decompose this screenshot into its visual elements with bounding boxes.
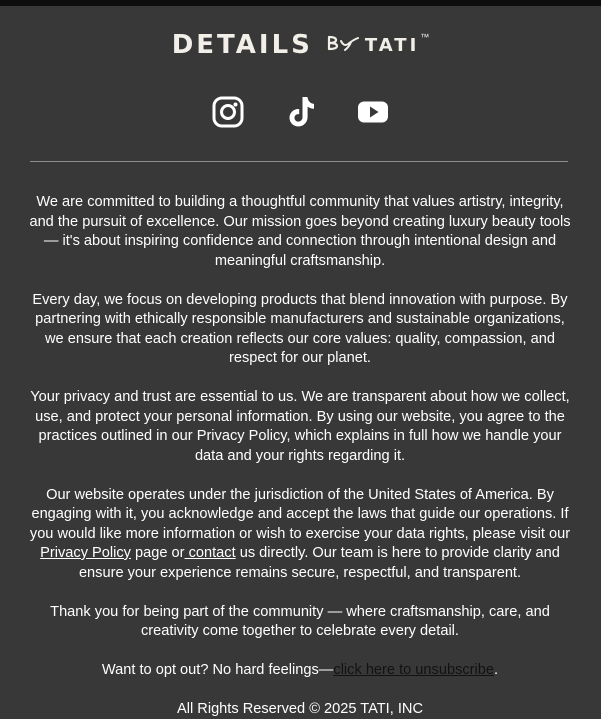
divider — [30, 161, 568, 162]
trademark-symbol: ™ — [420, 32, 430, 42]
opt-out-paragraph — [24, 661, 576, 681]
contact-link[interactable]: contact — [184, 545, 236, 561]
mission-paragraph: We are committed to building a thoughtful community that values artistry, integrity, and the pursuit of excellence. Our mission goes beyond creating luxury beauty tools — it's about inspiring confidence and connection through intentional design and meaningful craftsmanship. — [29, 194, 571, 269]
jurisdiction-text-2: page or — [130, 545, 185, 561]
opt-out-period: . — [494, 662, 499, 678]
privacy-policy-link[interactable]: Privacy Policy — [40, 545, 131, 561]
email-body — [24, 193, 576, 719]
brand-logo[interactable] — [0, 30, 601, 60]
youtube-link[interactable] — [355, 94, 391, 130]
top-bar — [0, 0, 601, 6]
jurisdiction-text-3: us directly. Our team is here to provide clarity and ensure your experience remains secure, respectful, and transparent. — [78, 545, 560, 581]
instagram-icon — [210, 94, 246, 130]
opt-out-text: Want to opt out? No hard feelings— — [101, 662, 334, 678]
tiktok-link[interactable] — [283, 94, 319, 130]
by-script-icon — [327, 35, 361, 51]
instagram-link[interactable] — [210, 94, 246, 130]
brand-logo-name: TATI — [364, 34, 420, 56]
copyright-text: All Rights Reserved © 2025 TATI, INC — [177, 701, 423, 717]
jurisdiction-paragraph — [24, 486, 576, 584]
youtube-icon — [355, 94, 391, 130]
jurisdiction-text-1: Our website operates under the jurisdiction of the United States of America. By engaging with it, you acknowledge and accept the laws that guide our operations. If you would like more information or wish to exercise your data rights, please visit our — [29, 486, 571, 542]
unsubscribe-link[interactable]: click here to unsubscribe — [333, 662, 495, 678]
brand-logo-by — [327, 35, 361, 56]
privacy-paragraph: Your privacy and trust are essential to us. We are transparent about how we collect, use, and protect your personal information. By using our website, you agree to the practices outlined in our Privacy Policy, which explains in full how we handle your data and your rights regarding it. — [30, 389, 570, 464]
brand-logo-main: DETAILS — [171, 30, 313, 60]
social-links — [0, 94, 601, 130]
thank-you-paragraph: Thank you for being part of the community — where craftsmanship, care, and creativity come together to celebrate every detail. — [50, 603, 550, 639]
values-paragraph: Every day, we focus on developing products that blend innovation with purpose. By partnering with ethically responsible manufacturers and sustainable organizations, we ensure that each creation reflects our core values: quality, compassion, and respect for our planet. — [32, 291, 568, 366]
tiktok-icon — [283, 94, 319, 130]
